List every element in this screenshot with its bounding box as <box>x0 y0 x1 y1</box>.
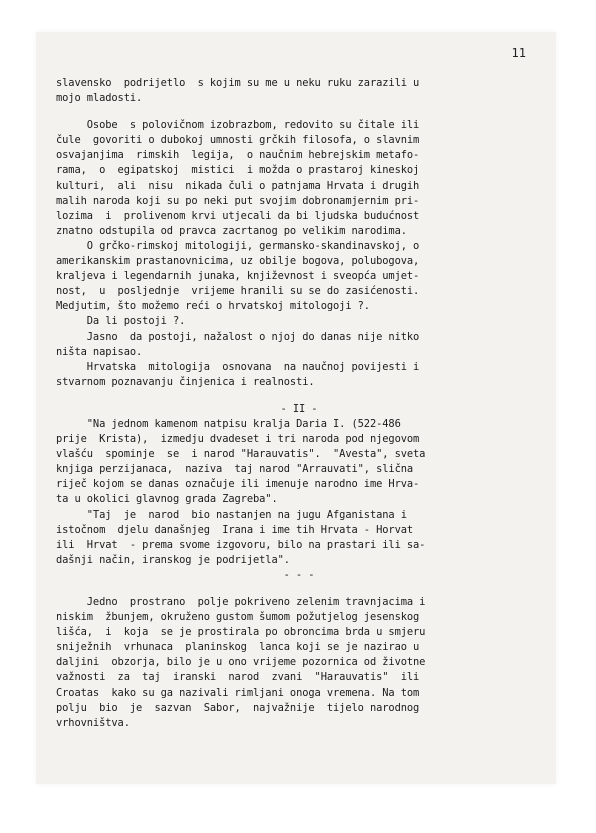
text-line: znatno odstupila od pravca zacrtanog po velikim narodima. <box>56 224 407 237</box>
text-line: polju bio je sazvan Sabor, najvažnije tijelo narodnog <box>56 701 420 714</box>
paragraph-mitologija <box>56 239 542 314</box>
paragraph-osobe <box>56 118 542 239</box>
text-line: niskim žbunjem, okruženo gustom šumom požutjelog jesenskog <box>56 611 420 624</box>
text-line: vrhovništva. <box>56 716 130 729</box>
text-line: mojo mladosti. <box>56 92 143 105</box>
text-line: riječ kojom se danas označuje ili imenuje narodno ime Hrva- <box>56 478 420 491</box>
paragraph-quote-afganistan <box>56 508 542 568</box>
text-line: - - - <box>283 568 315 581</box>
page-number: 11 <box>511 46 526 60</box>
text-line: Osobe s polovičnom izobrazbom, redovito su čitale ili <box>56 119 420 132</box>
text-line: lišća, i koja se je prostirala po obroncima brda u smjeru <box>56 626 426 639</box>
text-line: ništa napisao. <box>56 345 143 358</box>
text-line: stvarnom poznavanju činjenica i realnosti. <box>56 375 315 388</box>
text-line: malih naroda koji su po neki put svojim dobronamjernim pri- <box>56 194 420 207</box>
paragraph-polje <box>56 595 542 731</box>
text-line: amerikanskim prastanovnicima, uz obilje bogova, polubogova, <box>56 255 420 268</box>
paragraph-hrvatska-mitologija <box>56 360 542 390</box>
text-line: kulturi, ali nisu nikada čuli o patnjama Hrvata i drugih <box>56 179 420 192</box>
text-line: Medjutim, što možemo reći o hrvatskoj mitologoji ?. <box>56 300 370 313</box>
text-line: važnosti za taj iranski narod zvani "Harauvatis" ili <box>56 671 420 684</box>
text-line: Hrvatska mitologija osnovana na naučnoj povijesti i <box>56 360 420 373</box>
text-line: Jasno da postoji, nažalost o njoj do danas nije nitko <box>56 330 420 343</box>
paragraph-question <box>56 314 542 329</box>
text-line: osvajanjima rimskih legija, o naučnim hebrejskim metafo- <box>56 149 420 162</box>
text-line: prije Krista), izmedju dvadeset i tri naroda pod njegovom <box>56 433 420 446</box>
text-line: kraljeva i legendarnih junaka, književnost i sveopća umjet- <box>56 270 420 283</box>
section-heading <box>56 402 542 417</box>
text-line: Jedno prostrano polje pokriveno zelenim travnjacima i <box>56 596 426 608</box>
text-line: "Taj je narod bio nastanjen na jugu Afganistana i <box>56 508 407 521</box>
text-line: - II - <box>280 402 318 415</box>
page-body <box>56 76 542 731</box>
text-line: rama, o egipatskoj mistici i možda o prastaroj kineskoj <box>56 164 420 177</box>
text-line: sniježnih vrhunaca planinskog lanca koji se je nazirao u <box>56 641 420 654</box>
paragraph-spacer <box>56 106 542 118</box>
text-line: Croatas kako su ga nazivali rimljani onoga vremena. Na tom <box>56 686 420 699</box>
text-line: dašnji način, iranskog je podrijetla". <box>56 553 290 566</box>
text-line: O grčko-rimskoj mitologiji, germansko-skandinavskoj, o <box>56 239 420 252</box>
text-line: Da li postoji ?. <box>56 315 186 328</box>
text-line: lozima i prolivenom krvi utjecali da bi ljudska budućnost <box>56 209 420 222</box>
text-line: nost, u posljednje vrijeme hranili su se do zasićenosti. <box>56 285 420 298</box>
text-line: slavensko podrijetlo s kojim su me u neku ruku zarazili u <box>56 77 420 89</box>
text-line: knjiga perzijanaca, naziva taj narod "Arrauvati", slična <box>56 463 414 476</box>
paragraph-spacer <box>56 583 542 595</box>
document-page <box>36 32 556 784</box>
paragraph-quote-daria <box>56 417 542 508</box>
paragraph-spacer <box>56 390 542 402</box>
separator-dashes <box>56 568 542 583</box>
text-line: "Na jednom kamenom natpisu kralja Daria I. (522-486 <box>56 417 401 430</box>
text-line: ta u okolici glavnog grada Zagreba". <box>56 493 278 506</box>
paragraph-continuation <box>56 76 542 106</box>
text-line: daljini obzorja, bilo je u ono vrijeme pozornica od životne <box>56 656 426 669</box>
text-line: čule govoriti o dubokoj umnosti grčkih filosofa, o slavnim <box>56 134 420 147</box>
text-line: istočnom djelu današnjeg Irana i ime tih Hrvata - Horvat <box>56 523 414 536</box>
paragraph-answer <box>56 330 542 360</box>
text-line: ili Hrvat - prema svome izgovoru, bilo na prastari ili sa- <box>56 538 426 551</box>
text-line: vlašću spominje se i narod "Harauvatis". "Avesta", sveta <box>56 448 426 461</box>
